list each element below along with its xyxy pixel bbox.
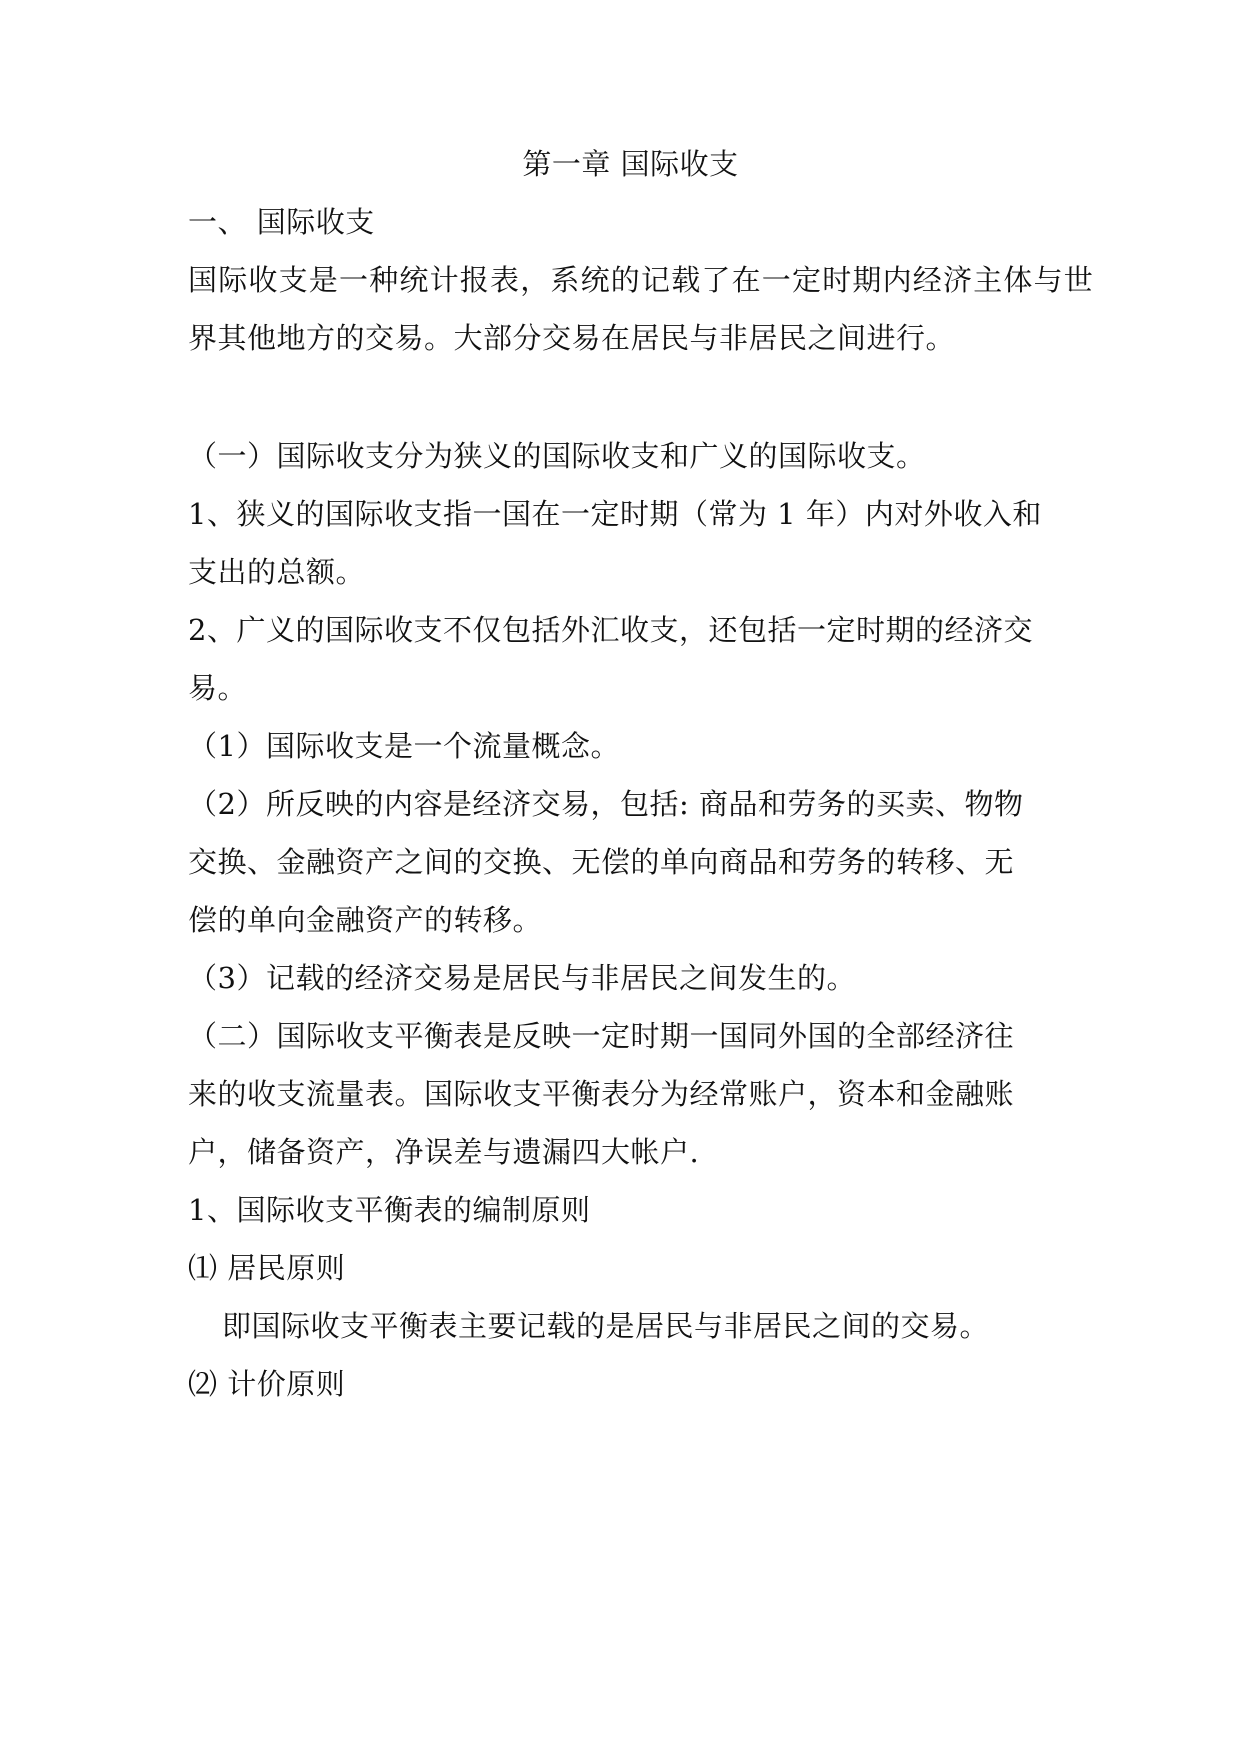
paragraph-line: 来的收支流量表。国际收支平衡表分为经常账户，资本和金融账 <box>188 1077 1015 1111</box>
principle-heading: ⑵ 计价原则 <box>188 1367 346 1401</box>
subsection-heading: （二）国际收支平衡表是反映一定时期一国同外国的全部经济往 <box>188 1019 1015 1053</box>
paragraph-line: 支出的总额。 <box>188 555 366 589</box>
list-item: （1）国际收支是一个流量概念。 <box>188 729 620 763</box>
paragraph-line: 交换、金融资产之间的交换、无偿的单向商品和劳务的转移、无 <box>188 845 1015 879</box>
paragraph-line: 界其他地方的交易。大部分交易在居民与非居民之间进行。 <box>188 321 956 355</box>
paragraph-line: 易。 <box>188 671 248 705</box>
chapter-title: 第一章 国际收支 <box>522 147 739 181</box>
list-item: （3）记载的经济交易是居民与非居民之间发生的。 <box>188 961 856 995</box>
paragraph-line: 2、广义的国际收支不仅包括外汇收支，还包括一定时期的经济交 <box>188 613 1033 647</box>
numbered-heading: 1、国际收支平衡表的编制原则 <box>188 1193 591 1227</box>
list-item: （2）所反映的内容是经济交易，包括: 商品和劳务的买卖、物物 <box>188 787 1024 821</box>
paragraph-line: 1、狭义的国际收支指一国在一定时期（常为 1 年）内对外收入和 <box>188 497 1042 531</box>
paragraph-line: 偿的单向金融资产的转移。 <box>188 903 543 937</box>
subsection-heading: （一）国际收支分为狭义的国际收支和广义的国际收支。 <box>188 439 926 473</box>
paragraph-line: 户，储备资产，净误差与遗漏四大帐户. <box>188 1135 700 1169</box>
paragraph-line: 国际收支是一种统计报表，系统的记载了在一定时期内经济主体与世 <box>188 263 1095 297</box>
principle-heading: ⑴ 居民原则 <box>188 1251 346 1285</box>
paragraph-line: 即国际收支平衡表主要记载的是居民与非居民之间的交易。 <box>222 1309 990 1343</box>
section-heading: 一、 国际收支 <box>188 205 375 239</box>
